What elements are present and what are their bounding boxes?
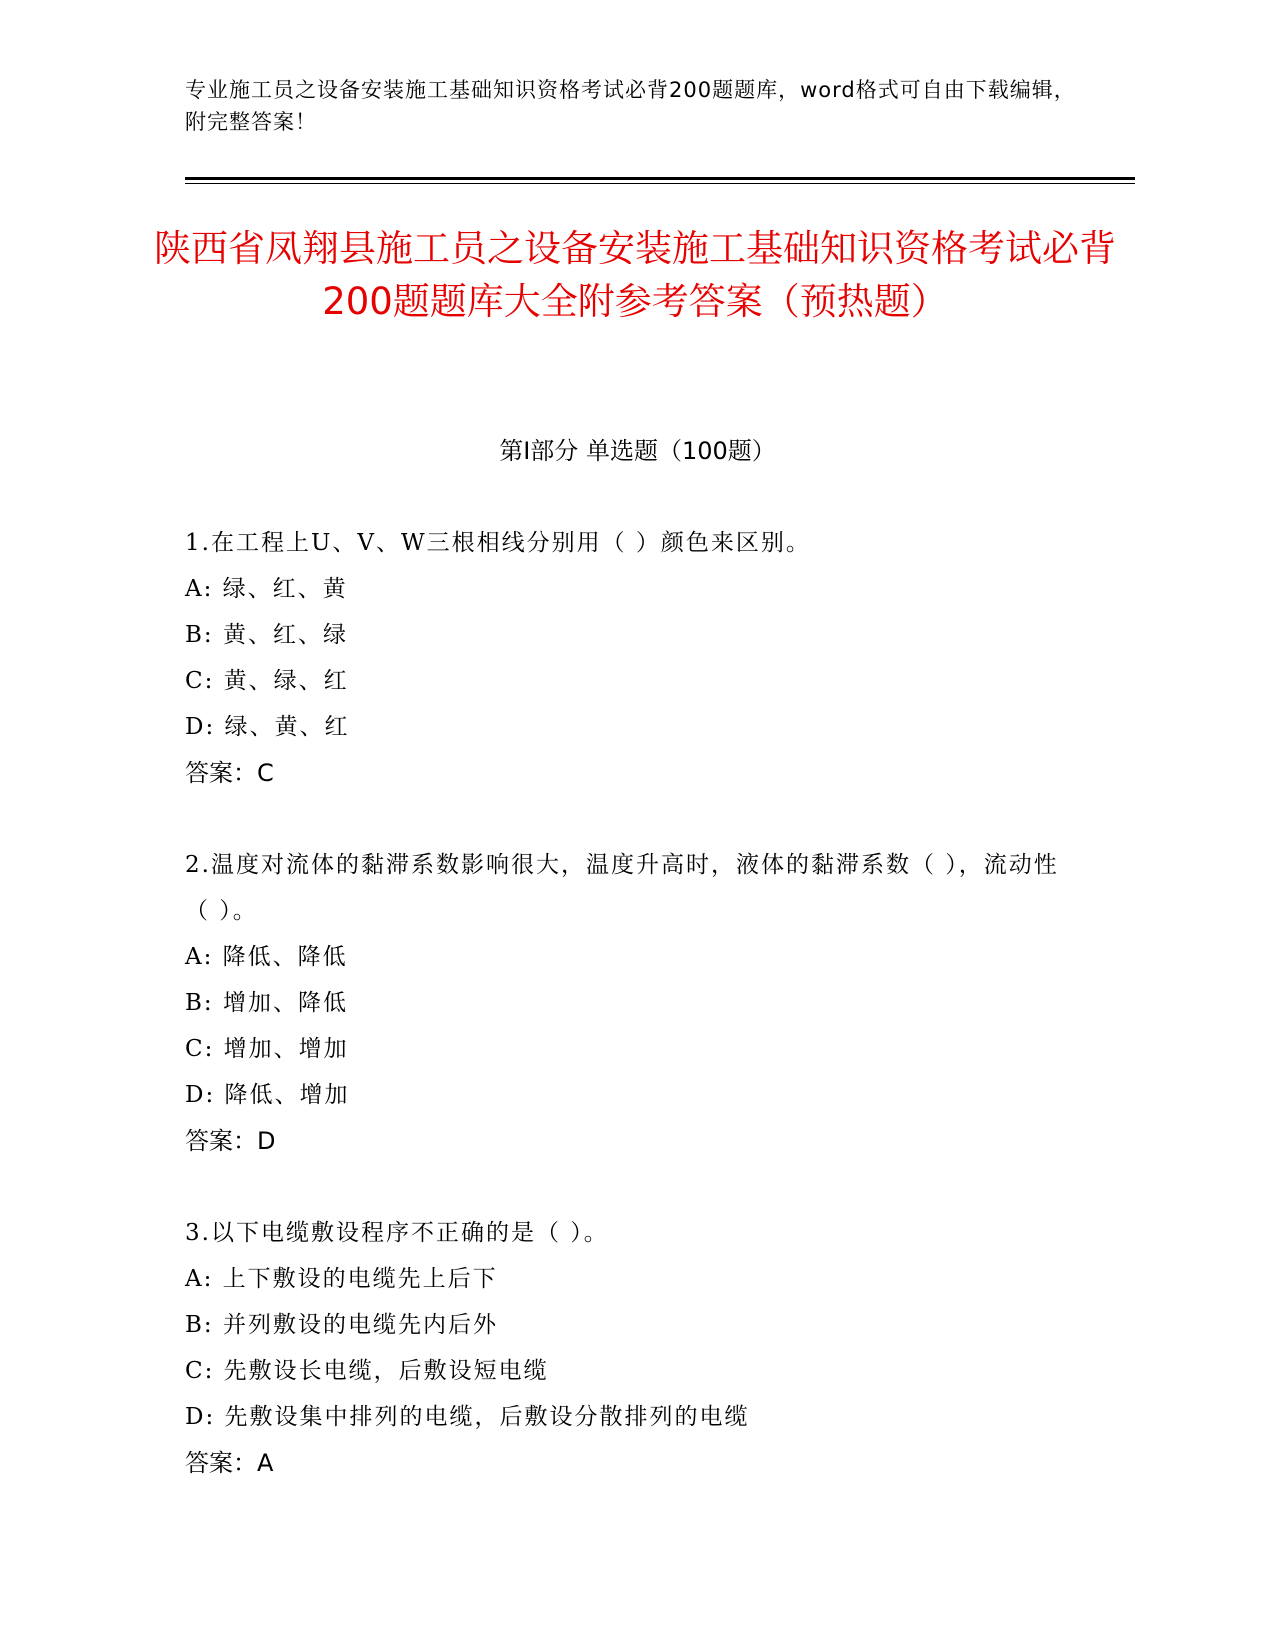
header-rule-thin (185, 183, 1135, 184)
question-stem: 1.在工程上U、V、W三根相线分别用（ ）颜色来区别。 (185, 530, 811, 556)
question-1 (185, 520, 1065, 796)
question-stem: 3.以下电缆敷设程序不正确的是（ ）。 (185, 1220, 609, 1246)
question-stem: 2.温度对流体的黏滞系数影响很大，温度升高时，液体的黏滞系数（ ），流动性（ ）。 (185, 852, 1059, 924)
option-d: D: 绿、黄、红 (185, 714, 350, 740)
option-d: D: 降低、增加 (185, 1082, 350, 1108)
option-a: A: 降低、降低 (185, 944, 348, 970)
question-2 (185, 842, 1065, 1164)
option-b: B: 黄、红、绿 (185, 622, 348, 648)
document-title: 陕西省凤翔县施工员之设备安装施工基础知识资格考试必背200题题库大全附参考答案（预热题） (154, 227, 1116, 323)
option-a: A: 绿、红、黄 (185, 576, 348, 602)
section-title: 第I部分 单选题（100题） (499, 437, 776, 465)
question-3 (185, 1210, 1065, 1486)
header-note: 专业施工员之设备安装施工基础知识资格考试必背200题题库，word格式可自由下载编辑，附完整答案！ (185, 78, 1076, 134)
option-c: C: 黄、绿、红 (185, 668, 349, 694)
header-rule-thick (185, 177, 1135, 180)
answer: 答案：C (185, 759, 274, 787)
option-a: A: 上下敷设的电缆先上后下 (185, 1266, 498, 1292)
option-b: B: 并列敷设的电缆先内后外 (185, 1312, 498, 1338)
answer: 答案：A (185, 1449, 274, 1477)
answer: 答案：D (185, 1127, 276, 1155)
option-b: B: 增加、降低 (185, 990, 348, 1016)
question-list (185, 520, 1065, 1532)
option-d: D: 先敷设集中排列的电缆，后敷设分散排列的电缆 (185, 1404, 750, 1430)
option-c: C: 先敷设长电缆，后敷设短电缆 (185, 1358, 549, 1384)
option-c: C: 增加、增加 (185, 1036, 349, 1062)
